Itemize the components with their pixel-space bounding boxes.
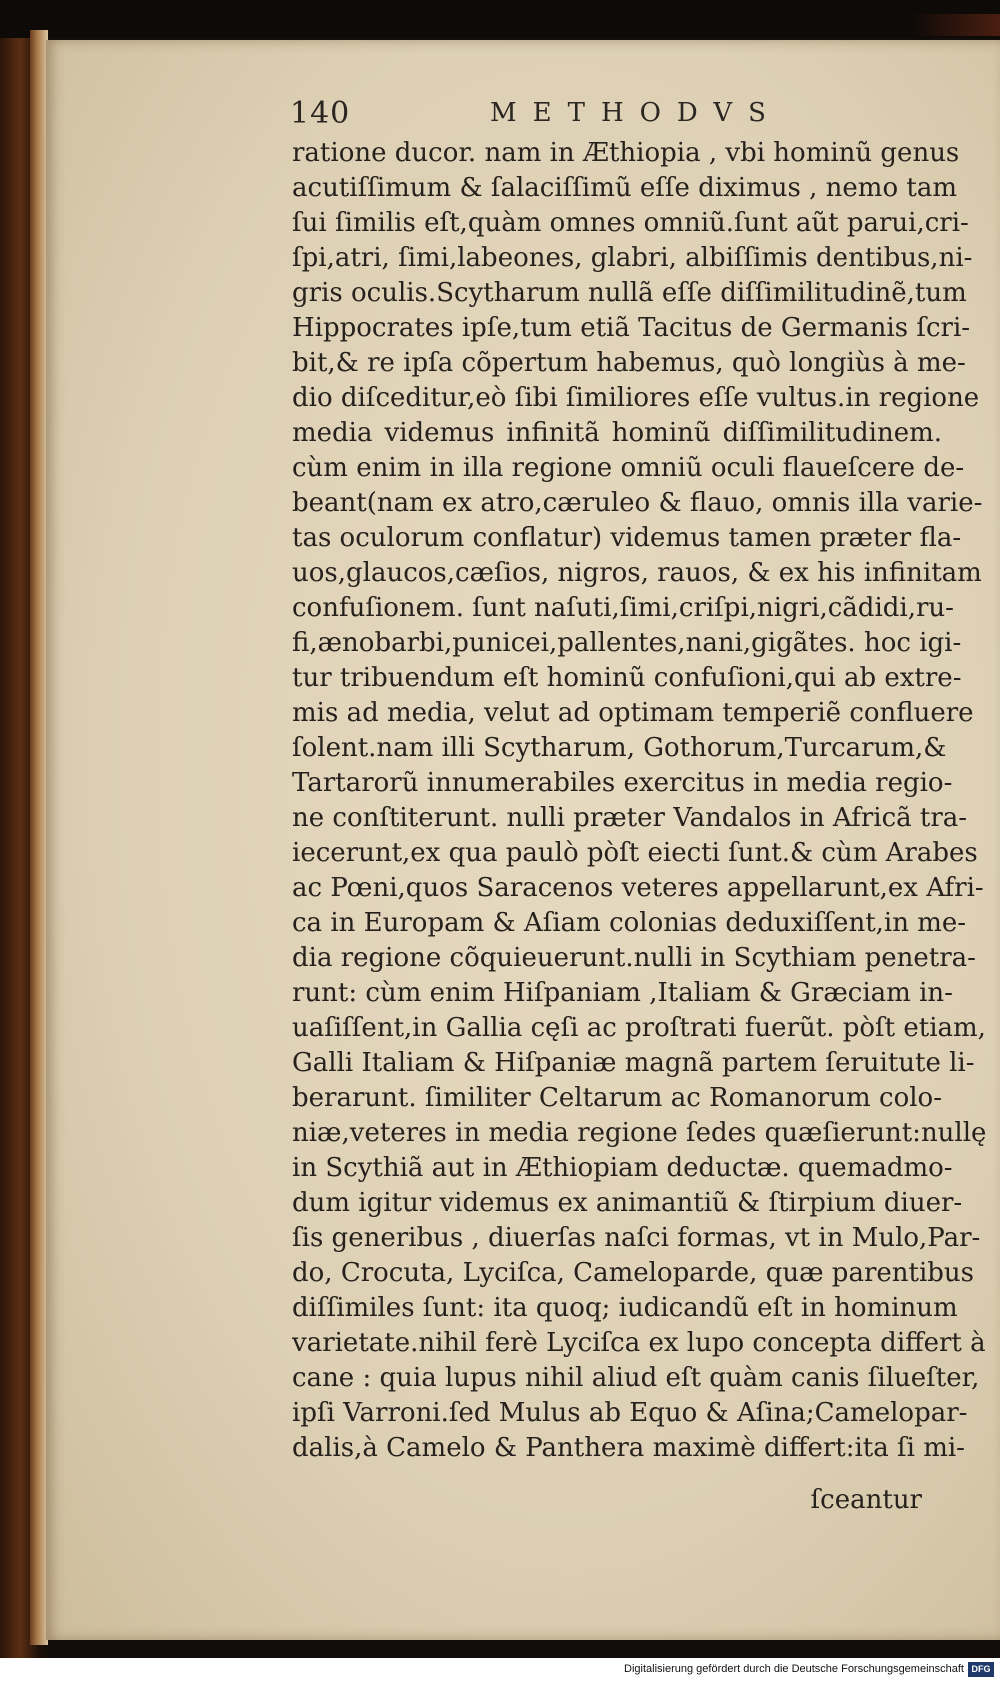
text-line: cane : quia lupus nihil aliud eſt quàm canis ſilueſter, [292,1363,980,1393]
text-line: bit,& re ipſa cõpertum habemus, quò longiùs à me- [292,348,966,378]
text-line: Tartarorũ innumerabiles exercitus in media regio- [292,768,953,798]
page-header [290,96,930,132]
text-line: diſſimiles ſunt: ita quoq; iudicandũ eſt in hominum [292,1293,958,1323]
text-line: media videmus infinitã hominũ diſſimilitudinem. [292,418,942,448]
text-line: ca in Europam & Aſiam colonias deduxiſſent,in me- [292,908,967,938]
text-line: ac Pœni,quos Saracenos veteres appellarunt,ex Afri- [292,873,984,903]
text-line: niæ,veteres in media regione ſedes quæſierunt:nullę [292,1118,987,1148]
text-line: do, Crocuta, Lyciſca, Cameloparde, quæ parentibus [292,1258,975,1288]
footer-bar [0,1658,1000,1685]
text-line: fi,ænobarbi,punicei,pallentes,nani,gigãtes. hoc igi- [292,628,962,658]
dfg-logo-icon: DFG [968,1662,994,1677]
text-line: beant(nam ex atro,cæruleo & flauo, omnis illa varie- [292,488,983,518]
text-line: dio diſceditur,eò ſibi ſimiliores eſſe vultus.in regione [292,383,980,413]
text-line: berarunt. ſimiliter Celtarum ac Romanorum colo- [292,1083,942,1113]
text-line: uaſiſſent,in Gallia cęſi ac proſtrati fuerũt. pòſt etiam, [292,1013,986,1043]
text-line: gris oculis.Scytharum nullã eſſe diſſimilitudinẽ,tum [292,278,967,308]
page-number: 140 [290,96,351,131]
text-line: acutiſſimum & ſalaciſſimũ eſſe diximus , nemo tam [292,173,957,203]
text-line: dum igitur videmus ex animantiũ & ſtirpium diuer- [292,1188,963,1218]
text-line: ſpi,atri, ſimi,labeones, glabri, albiſſimis dentibus,ni- [292,243,973,273]
text-line: ſui ſimilis eſt,quàm omnes omniũ.ſunt aũt parui,cri- [292,208,969,238]
footer-credit: Digitalisierung gefördert durch die Deutsche Forschungsgemeinschaft [624,1663,964,1675]
text-line: iecerunt,ex qua paulò pòſt eiecti ſunt.& cùm Arabes [292,838,978,868]
text-line: in Scythiã aut in Æthiopiam deductæ. quemadmo- [292,1153,953,1183]
catchword: ſceantur [810,1485,922,1515]
text-line: ne conſtiterunt. nulli præter Vandalos in Africã tra- [292,803,968,833]
text-line: dia regione cõquieuerunt.nulli in Scythiam penetra- [292,943,976,973]
text-line: mis ad media, velut ad optimam temperiẽ confluere [292,698,974,728]
scan-top-edge [0,0,1000,38]
text-line: Hippocrates ipſe,tum etiã Tacitus de Germanis ſcri- [292,313,971,343]
text-line: ſolent.nam illi Scytharum, Gothorum,Turcarum,& [292,733,947,763]
text-line: ſis generibus , diuerſas naſci formas, vt in Mulo,Par- [292,1223,981,1253]
text-line: cùm enim in illa regione omniũ oculi flaueſcere de- [292,453,965,483]
text-line: dalis,à Camelo & Panthera maximè differt:ita ſi mi- [292,1433,965,1463]
text-line: tas oculorum conflatur) videmus tamen præter fla- [292,523,962,553]
running-head: METHODVS [490,98,782,128]
text-line: Galli Italiam & Hiſpaniæ magnã partem ſeruitute li- [292,1048,975,1078]
text-line: tur tribuendum eſt hominũ confuſioni,qui ab extre- [292,663,962,693]
text-line: uos,glaucos,cæſios, nigros, rauos, & ex his infinitam [292,558,982,588]
text-line: runt: cùm enim Hiſpaniam ,Italiam & Græciam in- [292,978,953,1008]
text-line: ipſi Varroni.ſed Mulus ab Equo & Aſina;Camelopar- [292,1398,968,1428]
text-line: varietate.nihil ferè Lyciſca ex lupo concepta differt à [292,1328,986,1358]
body-text [292,136,987,1466]
text-line: confuſionem. ſunt naſuti,ſimi,criſpi,nigri,cãdidi,ru- [292,593,954,623]
text-line: ratione ducor. nam in Æthiopia , vbi hominũ genus [292,138,960,168]
